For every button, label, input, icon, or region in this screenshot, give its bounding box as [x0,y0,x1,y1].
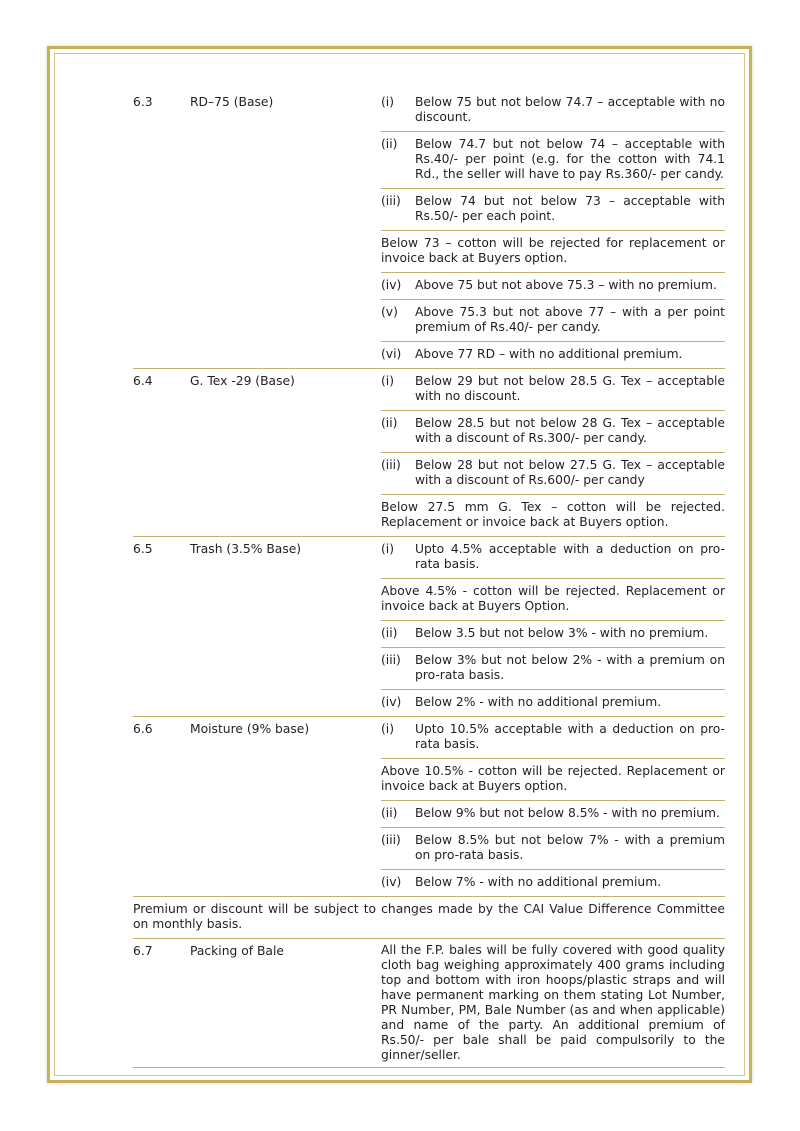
clause-text: Below 9% but not below 8.5% - with no premium. [415,806,720,820]
packing-text: All the F.P. bales will be fully covered with good quality cloth bag weighing approximately 400 grams including top and bottom with iron hoops/plastic straps and will have permanent marking on them stating Lot Number, PR Number, PM, Bale Number (as and when applicable) and name of the party. An additional premium of Rs.50/- per bale shall be paid compulsorily to the ginner/seller. [381,943,725,1062]
clause-number: (ii) [381,626,398,640]
clause-number: (i) [381,542,395,556]
clause-text: Above 75.3 but not above 77 – with a per point premium of Rs.40/- per candy. [415,305,725,334]
clause-text: Below 27.5 mm G. Tex – cotton will be rejected. Replacement or invoice back at Buyers option. [381,500,725,529]
clause-row [381,579,725,621]
clause-text: Below 74 but not below 73 – acceptable with Rs.50/- per each point. [415,194,725,223]
clause-number: (i) [381,374,395,388]
clause-row [381,828,725,870]
section-number: 6.7 [133,944,153,958]
clause-text: Below 75 but not below 74.7 – acceptable with no discount. [415,95,725,124]
clause-text: Below 7% - with no additional premium. [415,875,662,889]
clause-number: (iii) [381,833,401,847]
clause-row [381,90,725,132]
section-title: Trash (3.5% Base) [190,542,302,556]
clause-row [381,189,725,231]
clause-text: Below 73 – cotton will be rejected for replacement or invoice back at Buyers option. [381,236,725,265]
clause-number: (iii) [381,194,401,208]
specification-table [133,90,725,1068]
clause-row [381,300,725,342]
clause-row [381,411,725,453]
section-number: 6.3 [133,95,153,109]
clause-row [381,369,725,411]
clause-number: (iii) [381,653,401,667]
clause-text: Above 4.5% - cotton will be rejected. Replacement or invoice back at Buyers Option. [381,584,725,613]
clause-row [381,495,725,536]
section-title: G. Tex -29 (Base) [190,374,295,388]
clause-text: Below 2% - with no additional premium. [415,695,662,709]
clause-row [381,621,725,648]
clause-text: Below 3.5 but not below 3% - with no premium. [415,626,709,640]
clause-number: (iv) [381,278,402,292]
clause-row [381,801,725,828]
clause-text: Below 8.5% but not below 7% - with a premium on pro-rata basis. [415,833,725,862]
section-6-6 [133,717,725,897]
clause-row [381,648,725,690]
section-6-3 [133,90,725,369]
clause-text: Below 29 but not below 28.5 G. Tex – acceptable with no discount. [415,374,725,403]
clause-row [381,132,725,189]
clause-number: (i) [381,722,395,736]
clause-number: (vi) [381,347,402,361]
clause-row [381,690,725,716]
section-title: RD–75 (Base) [190,95,274,109]
clause-text: Below 28.5 but not below 28 G. Tex – acceptable with a discount of Rs.300/- per candy. [415,416,725,445]
clause-row [381,717,725,759]
clause-text: Above 77 RD – with no additional premium. [415,347,683,361]
clause-row [381,342,725,368]
clause-number: (ii) [381,416,398,430]
section-number: 6.6 [133,722,153,736]
clause-row [381,537,725,579]
clause-number: (i) [381,95,395,109]
clause-text: Below 3% but not below 2% - with a premium on pro-rata basis. [415,653,725,682]
section-6-5 [133,537,725,717]
clause-row [381,273,725,300]
clause-row [381,870,725,896]
clause-number: (iii) [381,458,401,472]
clause-number: (ii) [381,137,398,151]
clause-row [381,453,725,495]
clause-number: (iv) [381,875,402,889]
clause-row [381,231,725,273]
premium-discount-note: Premium or discount will be subject to changes made by the CAI Value Difference Committee on monthly basis. [133,897,725,939]
clause-number: (iv) [381,695,402,709]
clause-text: Upto 4.5% acceptable with a deduction on pro-rata basis. [415,542,725,571]
clause-row [381,759,725,801]
clause-text: Below 74.7 but not below 74 – acceptable with Rs.40/- per point (e.g. for the cotton with 74.1 Rd., the seller will have to pay Rs.360/- per candy. [415,137,725,181]
clause-text: Above 75 but not above 75.3 – with no premium. [415,278,717,292]
section-title: Packing of Bale [190,944,284,958]
clause-number: (ii) [381,806,398,820]
section-title: Moisture (9% base) [190,722,310,736]
clause-text: Above 10.5% - cotton will be rejected. Replacement or invoice back at Buyers option. [381,764,725,793]
section-6-4 [133,369,725,537]
clause-number: (v) [381,305,398,319]
clause-text: Upto 10.5% acceptable with a deduction on pro-rata basis. [415,722,725,751]
section-number: 6.4 [133,374,153,388]
section-6-7 [133,939,725,1068]
clause-text: Below 28 but not below 27.5 G. Tex – acceptable with a discount of Rs.600/- per candy [415,458,725,487]
section-number: 6.5 [133,542,153,556]
